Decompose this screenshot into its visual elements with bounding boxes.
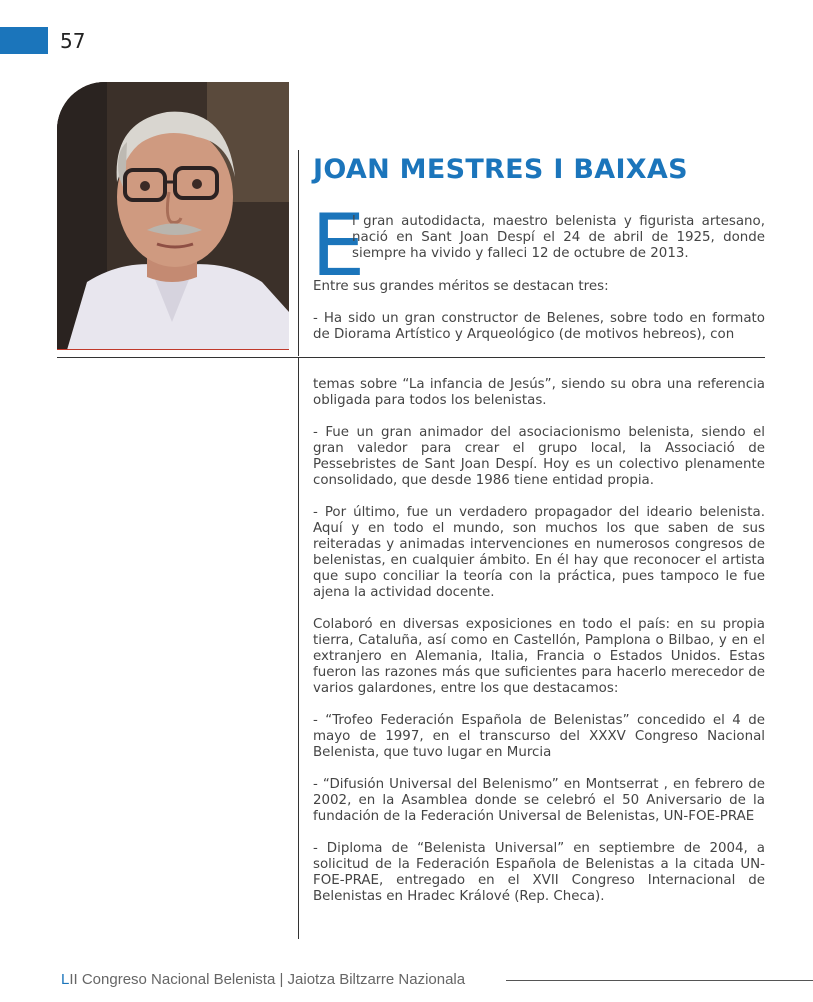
page-number: 57 xyxy=(60,29,86,53)
paragraph: Entre sus grandes méritos se destacan tres: xyxy=(313,279,609,294)
paragraph: - Ha sido un gran constructor de Belenes, sobre todo en formato de Diorama Artístico y Arqueológico (de motivos hebreos), con xyxy=(313,311,765,342)
paragraph: - “Trofeo Federación Española de Belenistas” concedido el 4 de mayo de 1997, en el transcurso del XXXV Congreso Nacional Belenista, que tuvo lugar en Murcia xyxy=(313,713,765,760)
article-title: JOAN MESTRES I BAIXAS xyxy=(313,154,688,185)
footer-rule xyxy=(506,980,813,981)
footer-caption xyxy=(61,971,465,988)
intro-paragraph: l gran autodidacta, maestro belenista y figurista artesano, nació en Sant Joan Despí el 24 de abril de 1925, donde siempre ha vivido y falleci 12 de octubre de 2013. xyxy=(352,214,765,261)
paragraph: - Fue un gran animador del asociacionismo belenista, siendo el gran valedor para crear el grupo local, la Associació de Pessebristes de Sant Joan Despí. Hoy es un colectivo plenamente consolidado, que desde 1986 tiene entidad propia. xyxy=(313,425,765,488)
paragraph: Colaboró en diversas exposiciones en todo el país: en su propia tierra, Cataluña, así como en Castellón, Pamplona o Bilbao, y en el extranjero en Alemania, Italia, Francia o Estados Unidos. Estas fueron las razones más que suficientes para hacerlo merecedor de varios galardones, entre los que destacamos: xyxy=(313,617,765,696)
footer-text: II Congreso Nacional Belenista | Jaiotza Biltzarre Nazionala xyxy=(69,971,466,988)
footer-prefix: L xyxy=(61,971,70,988)
paragraph: - Diploma de “Belenista Universal” en septiembre de 2004, a solicitud de la Federación Española de Belenistas a la citada UN-FOE-PRAE, entregado en el XVII Congreso Internacional de Belenistas en Hradec Králové (Rep. Checa). xyxy=(313,841,765,904)
drop-cap: E xyxy=(311,196,366,296)
paragraph: temas sobre “La infancia de Jesús”, siendo su obra una referencia obligada para todos los belenistas. xyxy=(313,377,765,408)
paragraph: - Por último, fue un verdadero propagador del ideario belenista. Aquí y en todo el mundo, son muchos los que saben de sus reiteradas y animadas intervenciones en numerosos congresos de belenistas, en cualquier ámbito. En él hay que reconocer el artista que supo conciliar la teoría con la práctica, pues tampoco le fue ajena la actividad docente. xyxy=(313,505,765,600)
photo-underline xyxy=(57,349,289,350)
page-tab-marker xyxy=(0,27,48,54)
paragraph: - “Difusión Universal del Belenismo” en Montserrat , en febrero de 2002, en la Asamblea donde se celebró el 50 Aniversario de la fundación de la Federación Universal de Belenistas, UN-FOE-PRAE xyxy=(313,777,765,824)
vertical-divider-bottom xyxy=(298,358,299,939)
column-bottom xyxy=(313,377,765,921)
portrait-photo xyxy=(57,82,289,350)
column-top xyxy=(313,279,765,359)
vertical-divider-top xyxy=(298,150,299,356)
